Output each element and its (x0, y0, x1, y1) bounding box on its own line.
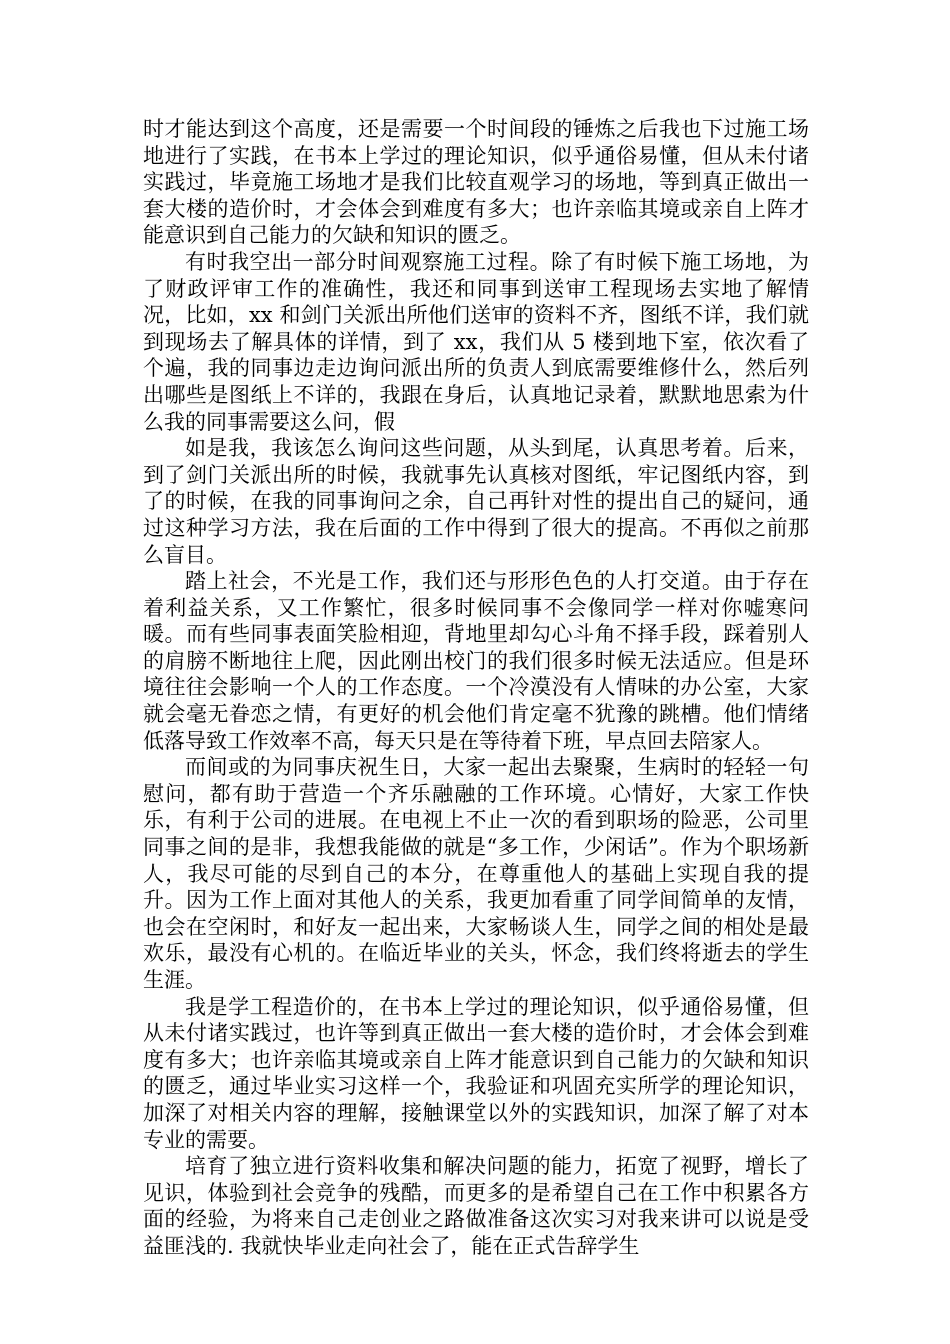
paragraph-6: 我是学工程造价的，在书本上学过的理论知识，似乎通俗易懂，但从未付诸实践过，也许等到真正做出一套大楼的造价时，才会体会到难度有多大；也许亲临其境或亲自上阵才能意识到自己能力的欠缺和知识的匮乏，通过毕业实习这样一个，我验证和巩固充实所学的理论知识，加深了对相关内容的理解，接触课堂以外的实践知识，加深了解了对本专业的需要。 (143, 994, 809, 1152)
paragraph-5: 而间或的为同事庆祝生日，大家一起出去聚聚，生病时的轻轻一句慰问，都有助于营造一个齐乐融融的工作环境。心情好，大家工作快乐，有利于公司的进展。在电视上不止一次的看到职场的险恶，公司里同事之间的是非，我想我能做的就是“多工作，少闲话”。作为个职场新人，我尽可能的尽到自己的本分，在尊重他人的基础上实现自我的提升。因为工作上面对其他人的关系，我更加看重了同学间简单的友情，也会在空闲时，和好友一起出来，大家畅谈人生，同学之间的相处是最欢乐，最没有心机的。在临近毕业的关头，怀念，我们终将逝去的学生生涯。 (143, 755, 809, 992)
paragraph-3: 如是我，我该怎么询问这些问题，从头到尾，认真思考着。后来，到了剑门关派出所的时候，我就事先认真核对图纸，牢记图纸内容，到了的时候，在我的同事询问之余，自己再针对性的提出自己的疑问，通过这种学习方法，我在后面的工作中得到了很大的提高。不再似之前那么盲目。 (143, 436, 809, 567)
document-body (143, 116, 809, 1260)
paragraph-1: 时才能达到这个高度，还是需要一个时间段的锤炼之后我也下过施工场地进行了实践，在书本上学过的理论知识，似乎通俗易懂，但从未付诸实践过，毕竟施工场地才是我们比较直观学习的场地，等到真正做出一套大楼的造价时，才会体会到难度有多大；也许亲临其境或亲自上阵才能意识到自己能力的欠缺和知识的匮乏。 (143, 117, 809, 248)
paragraph-2: 有时我空出一部分时间观察施工过程。除了有时候下施工场地，为了财政评审工作的准确性，我还和同事到送审工程现场去实地了解情况，比如，xx 和剑门关派出所他们送审的资料不齐，图纸不详，我们就到现场去了解具体的详情，到了 xx，我们从 5 楼到地下室，依次看了个遍，我的同事边走边询问派出所的负责人到底需要维修什么，然后列出哪些是图纸上不详的，我跟在身后，认真地记录着，默默地思索为什么我的同事需要这么问，假 (143, 249, 809, 434)
paragraph-7: 培育了独立进行资料收集和解决问题的能力，拓宽了视野，增长了见识，体验到社会竞争的残酷，而更多的是希望自己在工作中积累各方面的经验，为将来自己走创业之路做准备这次实习对我来讲可以说是受益匪浅的. 我就快毕业走向社会了，能在正式告辞学生 (143, 1154, 809, 1258)
paragraph-4: 踏上社会，不光是工作，我们还与形形色色的人打交道。由于存在着利益关系，又工作繁忙，很多时候同事不会像同学一样对你嘘寒问暖。而有些同事表面笑脸相迎，背地里却勾心斗角不择手段，踩着别人的肩膀不断地往上爬，因此刚出校门的我们很多时候无法适应。但是环境往往会影响一个人的工作态度。一个冷漠没有人情味的办公室，大家就会毫无眷恋之情，有更好的机会他们肯定毫不犹豫的跳槽。他们情绪低落导致工作效率不高，每天只是在等待着下班，早点回去陪家人。 (143, 569, 809, 753)
